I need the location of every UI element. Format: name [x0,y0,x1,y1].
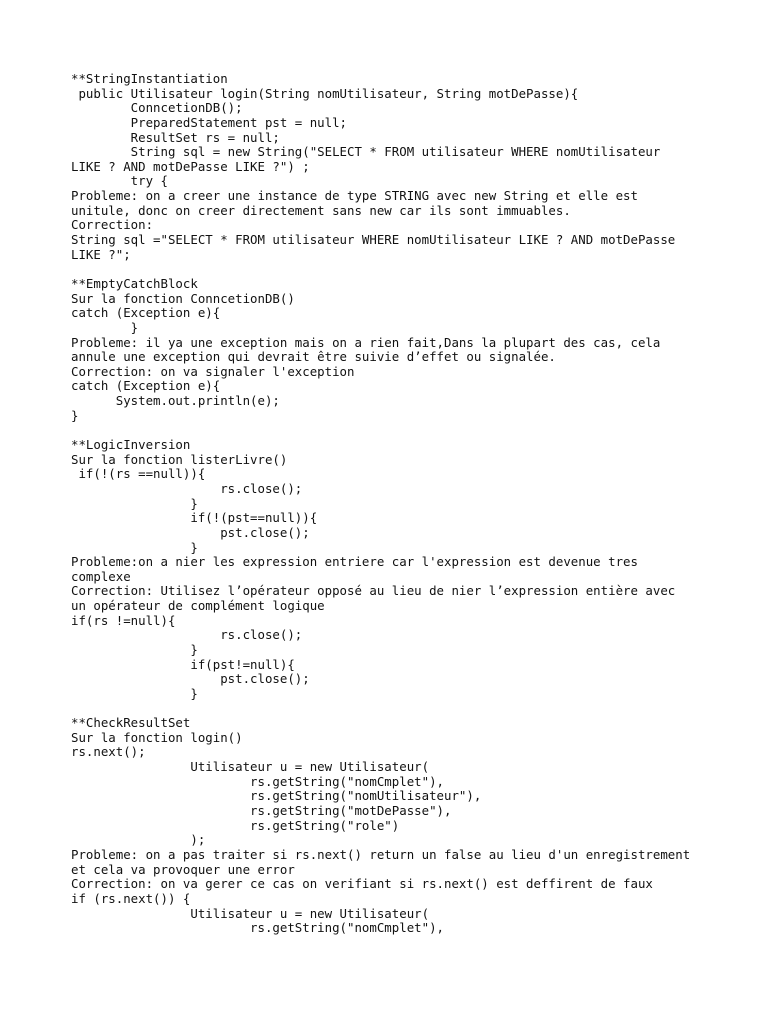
section-heading: **StringInstantiation [71,71,228,86]
text-line: public Utilisateur login(String nomUtilisateur, String motDePasse){ [71,85,579,101]
text-line: ConncetionDB(); [71,100,243,116]
text-line: rs.getString("motDePasse"), [71,803,452,819]
text-line: if (rs.next()) { [71,890,191,906]
text-line: if(!(pst==null)){ [71,510,318,526]
text-line: rs.getString("nomUtilisateur"), [71,788,482,804]
text-line: String sql ="SELECT * FROM utilisateur WHERE nomUtilisateur LIKE ? AND motDePasse [71,232,676,248]
text-line: Sur la fonction ConncetionDB() [71,290,295,306]
text-line: } [71,539,198,555]
text-line: Sur la fonction login() [71,729,243,745]
text-line: annule une exception qui devrait être suivie d’effet ou signalée. [71,349,556,365]
text-line: rs.next(); [71,744,146,760]
text-line: Correction: Utilisez l’opérateur opposé au lieu de nier l’expression entière avec [71,583,676,599]
text-line: rs.getString("role") [71,817,400,833]
text-line: Utilisateur u = new Utilisateur( [71,905,430,921]
text-line: pst.close(); [71,524,310,540]
text-line: Probleme:on a nier les expression entriere car l'expression est devenue tres [71,554,638,570]
text-line: et cela va provoquer une error [71,861,295,877]
text-line: Probleme: on a creer une instance de type STRING avec new String et elle est [71,188,638,204]
text-line: Utilisateur u = new Utilisateur( [71,759,430,775]
text-line: catch (Exception e){ [71,305,221,321]
section-heading: **EmptyCatchBlock [71,275,198,291]
text-line: ); [71,832,206,848]
text-line: } [71,319,139,335]
text-line: Correction: on va gerer ce cas on verifiant si rs.next() est deffirent de faux [71,876,653,892]
text-line: rs.getString("nomCmplet"), [71,920,444,936]
text-line: try { [71,173,168,189]
text-line: complexe [71,568,131,584]
blank-line [71,423,731,438]
text-line: un opérateur de complément logique [71,598,325,614]
text-line: Sur la fonction listerLivre() [71,451,288,467]
text-line: PreparedStatement pst = null; [71,114,348,130]
text-line: Probleme: il ya une exception mais on a rien fait,Dans la plupart des cas, cela [71,334,661,350]
text-line: String sql = new String("SELECT * FROM utilisateur WHERE nomUtilisateur [71,144,661,160]
text-line: if(!(rs ==null)){ [71,466,206,482]
text-line: rs.getString("nomCmplet"), [71,773,444,789]
text-line: ResultSet rs = null; [71,129,280,145]
text-line: } [71,685,198,701]
text-line: System.out.println(e); [71,393,280,409]
blank-line [71,702,731,717]
text-line: if(rs !=null){ [71,612,176,628]
text-line: Correction: [71,217,154,233]
text-line: rs.close(); [71,480,303,496]
text-line: unitule, donc on creer directement sans new car ils sont immuables. [71,202,571,218]
text-line: } [71,407,79,423]
text-line: if(pst!=null){ [71,656,295,672]
text-line: catch (Exception e){ [71,378,221,394]
document-text [71,72,731,936]
section-heading: **LogicInversion [71,437,191,453]
blank-line [71,262,731,277]
text-line: pst.close(); [71,671,310,687]
section-heading: **CheckResultSet [71,715,191,731]
text-line: LIKE ? AND motDePasse LIKE ?") ; [71,158,310,174]
text-line: Probleme: on a pas traiter si rs.next() return un false au lieu d'un enregistrement [71,846,691,862]
text-line: Correction: on va signaler l'exception [71,363,355,379]
text-line: } [71,641,198,657]
text-line: rs.close(); [71,627,303,643]
text-line: LIKE ?"; [71,246,131,262]
text-line: } [71,495,198,511]
